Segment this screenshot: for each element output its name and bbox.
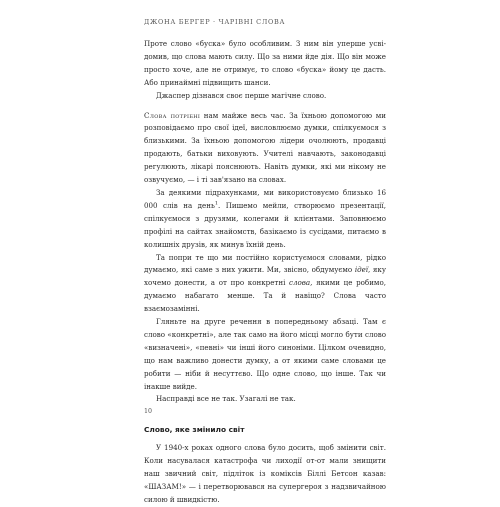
- body-text: [144, 38, 386, 507]
- emphasis: ідеї: [354, 265, 369, 275]
- paragraph: Гляньте на друге речення в попередньому абзаці. Там є слово «конкретні», але так само на його місці могло бути слово «визначені», «певні» чи інші його синоніми. Цілком очевидно, що нам важливо донести думку, а от якими саме словами це робити — ніби й несуттєво. Що одне слово, що інше. Так чи інакше вийде.: [144, 317, 386, 391]
- paragraph: За деякими підрахунками, ми використовуємо близько 16 000 слів на день$^1$. Пишемо мейли, створюємо презентації, спілкуємося з друзями, колегами й клієнтами. Заповнюємо профілі на сайтах знайомств, базікаємо із сусідами, питаємо в колишніх друзів, як минув їхній день.: [144, 187, 386, 249]
- emphasis: слова: [289, 278, 311, 288]
- paragraph: Насправді все не так. Узагалі не так.: [156, 394, 296, 404]
- paragraph: Слова потрібні нам майже весь час. За їхньою допомогою ми розповідаємо про свої ідеї, висловлюємо думки, спілкуємося з близькими. За їхньою допомогою лідери очолюють, продавці продають, батьки виховують. Учителі навчають, законодавці регулюють, лікарі пояснюють. Навіть думки, які ми нікому не озвучуємо, — і ті зав'язано на словах.: [144, 110, 386, 185]
- paragraph: У 1940-х роках одного слова було досить, щоб змінити світ. Коли насувалася катастрофа чи лиходії от-от мали знищити наш звичний світ, підліток із коміксів Біллі Бетсон казав: «ШАЗАМ!» — і перетворювався на супергероя з надзвичайною силою й швидкістю.: [144, 443, 386, 504]
- section-heading: Слово, яке змінило світ: [144, 425, 245, 435]
- paragraph: Джаспер дізнався своє перше магічне слово.: [156, 90, 327, 100]
- page-number: 10: [144, 408, 153, 415]
- paragraph: Та попри те що ми постійно користуємося словами, рідко думаємо, які саме з них ужити. Ми, звісно, обдумуємо ідеї, яку хочемо донести, а от про конкретні слова, якими це робимо, думаємо набагато менше. Та й навіщо? Слова часто взаємозамінні.: [144, 252, 387, 314]
- paragraph: Проте слово «буска» було особливим. З ним він уперше усві- домив, що слова мають силу. Що за ними йде дія. Що він може просто хоче, але не отримує, то слово «буска» йому це дасть. Або принаймні підвищить шанси.: [144, 39, 386, 87]
- footnote-mark: 1: [214, 200, 218, 207]
- running-head: ДЖОНА БЕРГЕР · ЧАРІВНІ СЛОВА: [144, 18, 286, 26]
- lead-in-small-caps: Слова потрібні: [144, 110, 201, 120]
